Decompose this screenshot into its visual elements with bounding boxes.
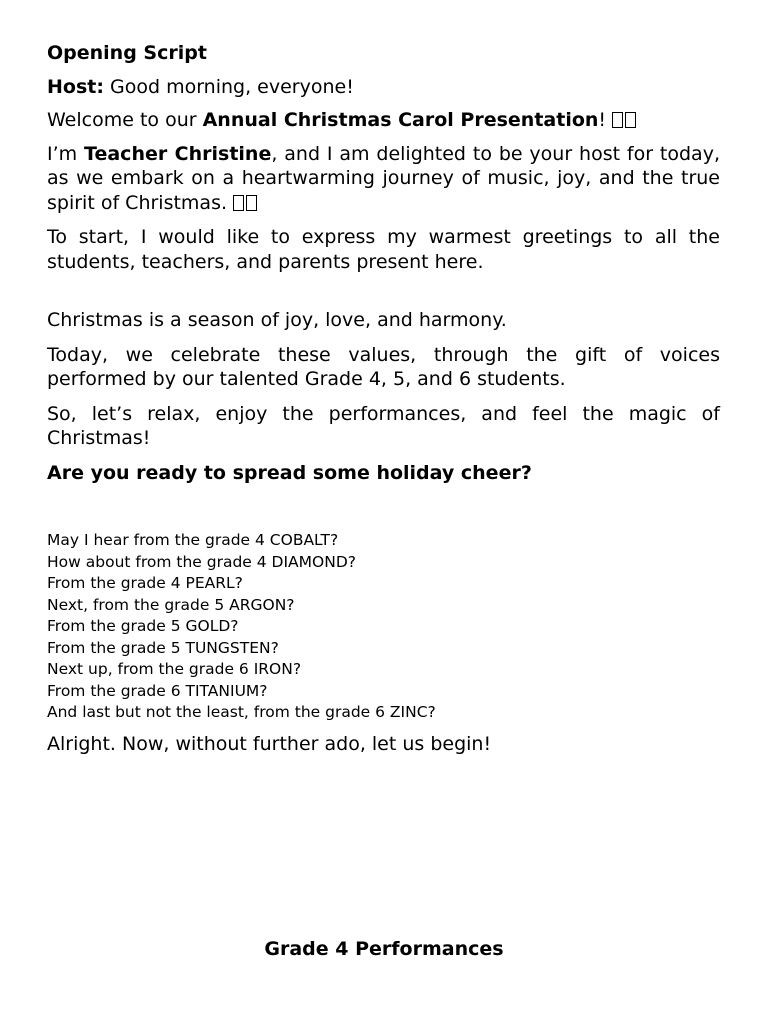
host-line: [47, 75, 720, 100]
list-item: From the grade 6 TITANIUM?: [47, 681, 268, 700]
callout-list: [47, 530, 720, 724]
document-page: [47, 41, 720, 756]
relax-paragraph: So, let’s relax, enjoy the performances, and feel the magic of Christmas!: [47, 402, 720, 449]
section-title: Grade 4 Performances: [264, 938, 504, 960]
welcome-line: [47, 108, 720, 133]
missing-glyph-icon: [612, 112, 623, 128]
list-item: May I hear from the grade 4 COBALT?: [47, 531, 339, 549]
intro-text: , and I am delighted to be your host for today, as we embark on a heartwarming journey of music, joy, and the true spirit of Christmas.: [47, 142, 720, 214]
begin-paragraph: Alright. Now, without further ado, let us begin!: [47, 732, 492, 755]
greeting-paragraph: To start, I would like to express my warmest greetings to all the students, teachers, and parents present here.: [47, 226, 720, 273]
welcome-suffix: !: [598, 109, 613, 131]
missing-glyph-icon: [233, 195, 244, 211]
host-label: Host:: [47, 75, 104, 98]
list-item: Next, from the grade 5 ARGON?: [47, 595, 295, 614]
missing-glyph-icon: [246, 195, 257, 211]
intro-prefix: I’m: [47, 142, 85, 165]
intro-paragraph: [47, 142, 720, 216]
welcome-text: Welcome to our: [47, 109, 203, 131]
host-greeting: Good morning, everyone!: [103, 75, 354, 98]
event-title: Annual Christmas Carol Presentation: [202, 109, 599, 131]
list-item: From the grade 5 GOLD?: [47, 617, 239, 635]
celebrate-paragraph: Today, we celebrate these values, through the gift of voices performed by our talented Grade 4, 5, and 6 students.: [47, 343, 720, 390]
list-item: And last but not the least, from the grade 6 ZINC?: [47, 703, 436, 721]
list-item: From the grade 5 TUNGSTEN?: [47, 638, 279, 657]
list-item: Next up, from the grade 6 IRON?: [47, 660, 302, 678]
list-item: How about from the grade 4 DIAMOND?: [47, 552, 356, 571]
season-paragraph: Christmas is a season of joy, love, and harmony.: [47, 309, 507, 331]
list-item: From the grade 4 PEARL?: [47, 574, 243, 592]
document-heading: Opening Script: [47, 42, 207, 64]
host-name: Teacher Christine: [84, 142, 272, 165]
cheer-question: Are you ready to spread some holiday cheer?: [47, 461, 532, 484]
missing-glyph-icon: [625, 112, 636, 128]
